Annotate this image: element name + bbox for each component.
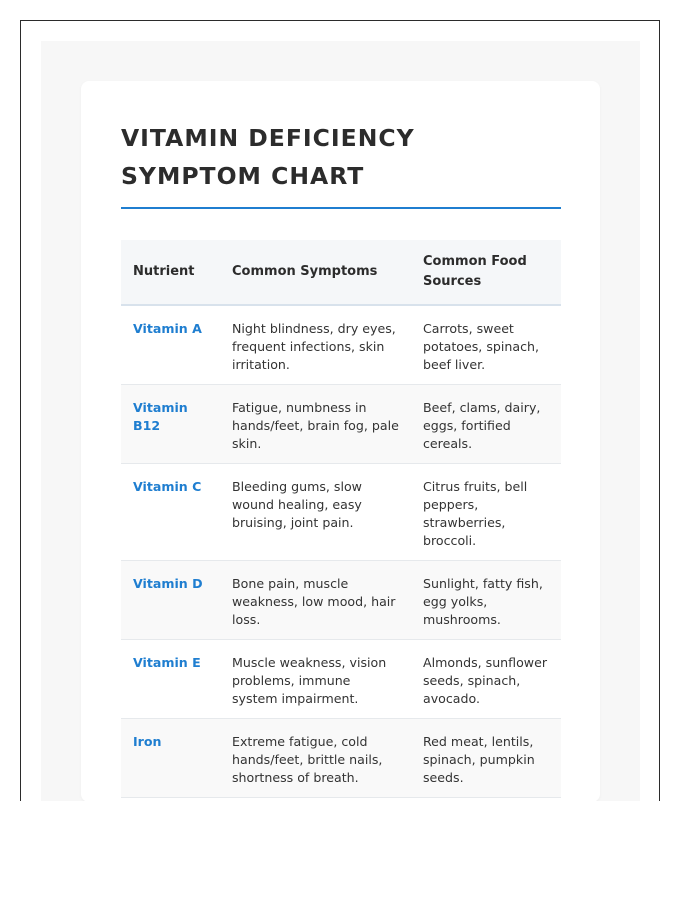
table-body xyxy=(121,305,561,798)
nutrient-cell: Iron xyxy=(121,719,220,798)
header-nutrient: Nutrient xyxy=(121,240,220,305)
header-symptoms: Common Symptoms xyxy=(220,240,411,305)
sources-cell: Citrus fruits, bell peppers, strawberries, broccoli. xyxy=(411,464,561,561)
nutrient-cell: Vitamin E xyxy=(121,640,220,719)
title-divider xyxy=(121,207,561,209)
nutrient-cell: Vitamin C xyxy=(121,464,220,561)
table-row xyxy=(121,561,561,640)
deficiency-table xyxy=(121,240,561,798)
nutrient-cell: Vitamin D xyxy=(121,561,220,640)
table-row xyxy=(121,464,561,561)
sources-cell: Sunlight, fatty fish, egg yolks, mushrooms. xyxy=(411,561,561,640)
symptoms-cell: Fatigue, numbness in hands/feet, brain fog, pale skin. xyxy=(220,385,411,464)
page-title: VITAMIN DEFICIENCY SYMPTOM CHART xyxy=(121,124,415,190)
table-row xyxy=(121,719,561,798)
table-row xyxy=(121,385,561,464)
symptoms-cell: Muscle weakness, vision problems, immune system impairment. xyxy=(220,640,411,719)
symptoms-cell: Bleeding gums, slow wound healing, easy bruising, joint pain. xyxy=(220,464,411,561)
nutrient-cell: Vitamin A xyxy=(121,305,220,385)
page-frame xyxy=(20,20,660,801)
symptoms-cell: Extreme fatigue, cold hands/feet, brittle nails, shortness of breath. xyxy=(220,719,411,798)
sources-cell: Red meat, lentils, spinach, pumpkin seeds. xyxy=(411,719,561,798)
sources-cell: Carrots, sweet potatoes, spinach, beef liver. xyxy=(411,305,561,385)
page-background xyxy=(41,41,640,801)
sources-cell: Almonds, sunflower seeds, spinach, avocado. xyxy=(411,640,561,719)
sources-cell: Beef, clams, dairy, eggs, fortified cereals. xyxy=(411,385,561,464)
symptoms-cell: Night blindness, dry eyes, frequent infections, skin irritation. xyxy=(220,305,411,385)
table-row xyxy=(121,305,561,385)
symptoms-cell: Bone pain, muscle weakness, low mood, hair loss. xyxy=(220,561,411,640)
content-card xyxy=(81,81,600,801)
header-sources: Common Food Sources xyxy=(411,240,561,305)
table-header xyxy=(121,240,561,305)
header-row xyxy=(121,240,561,305)
nutrient-cell: Vitamin B12 xyxy=(121,385,220,464)
table-row xyxy=(121,640,561,719)
